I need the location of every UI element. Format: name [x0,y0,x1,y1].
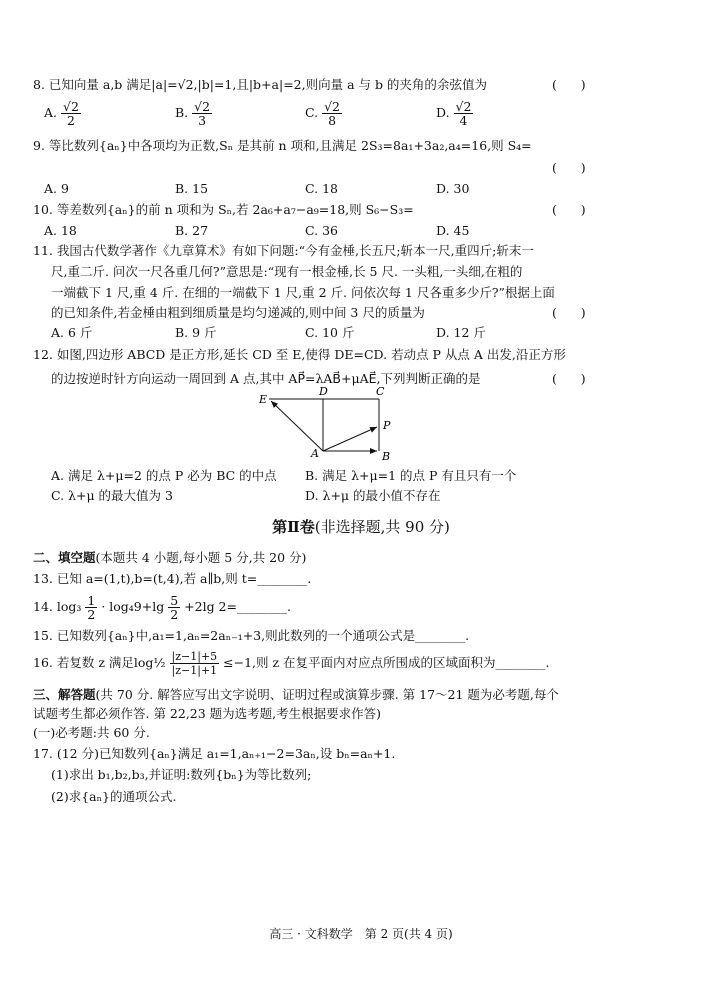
required-questions-label: (一)必考题:共 60 分. [33,725,150,740]
q11-line-1: 11. 我国古代数学著作《九章算术》有如下问题:“今有金棰,长五尺;斩本一尺,重四斤;斩末一 [33,243,534,258]
q11-option-c: C. 10 斤 [305,325,355,340]
fill-section-heading: 二、填空题(本题共 4 小题,每小题 5 分,共 20 分) [33,550,307,565]
q13-stem: 13. 已知 a=(1,t),b=(t,4),若 a∥b,则 t=________. [33,571,312,586]
q11-option-d: D. 12 斤 [436,325,486,340]
part-2-title: 第Ⅱ卷 [272,518,315,536]
q11-answer-paren: ( ) [552,305,586,320]
q17-stem: 17. (12 分)已知数列{aₙ}满足 a₁=1,aₙ₊₁−2=3aₙ,设 bₙ=aₙ+1. [33,746,396,761]
q12-line-1: 12. 如图,四边形 ABCD 是正方形,延长 CD 至 E,使得 DE=CD. 若动点 P 从点 A 出发,沿正方形 [33,347,566,362]
solve-section-heading: 三、解答题(共 70 分. 解答应写出文字说明、证明过程或演算步骤. 第 17～21 题为必考题,每个 [33,687,559,702]
q9-answer-paren: ( ) [552,160,586,175]
label-e: E [259,393,268,406]
q11-line-2: 尺,重二斤. 问次一尺各重几何?”意思是:“现有一根金棰,长 5 尺. 一头粗,一头细,在粗的 [51,264,523,279]
page-footer: 高三 · 文科数学 第 2 页(共 4 页) [269,927,453,941]
label-c: C [376,385,385,398]
q8-option-c: C. $\frac{√2}{8}$ [305,99,340,128]
q8-option-a: A. $\frac{√2}{2}$ [44,99,79,128]
label-a: A [311,447,319,460]
q16-stem: 16. 若复数 z 满足log½ $\frac{|z-1|+5}{|z-1|+1}$ ≤−1,则 z 在复平面内对应点所围成的区域面积为________. [33,650,550,677]
q10-option-b: B. 27 [175,223,209,238]
part-2-heading [0,517,722,537]
q10-answer-paren: ( ) [552,202,586,217]
q9-option-a: A. 9 [44,181,69,196]
label-d: D [319,385,328,398]
q17-part-2: (2)求{aₙ}的通项公式. [51,789,177,804]
q11-option-b: B. 9 斤 [175,325,217,340]
q12-option-a: A. 满足 λ+μ=2 的点 P 必为 BC 的中点 [51,468,277,483]
q8-option-d: D. $\frac{√2}{4}$ [436,99,472,128]
q10-option-d: D. 45 [436,223,470,238]
q11-option-a: A. 6 斤 [51,325,93,340]
q14-stem: 14. log₃ $\frac{1}{2}$ · log₄9+lg $\frac{5}{2}$ +2lg 2=________. [33,593,291,622]
q12-option-b: B. 满足 λ+μ=1 的点 P 有且只有一个 [305,468,517,483]
q8-option-b: B. $\frac{√2}{3}$ [175,99,211,128]
q11-line-4: 的已知条件,若金棰由粗到细质量是均匀递减的,则中间 3 尺的质量为 [51,305,425,320]
q8-stem: 8. 已知向量 a,b 满足|a|=√2,|b|=1,且|b+a|=2,则向量 a 与 b 的夹角的余弦值为 [33,77,487,92]
q10-option-a: A. 18 [44,223,77,238]
q17-part-1: (1)求出 b₁,b₂,b₃,并证明:数列{bₙ}为等比数列; [51,767,312,782]
vector-ap [323,427,377,451]
q9-option-d: D. 30 [436,181,470,196]
q12-option-d: D. λ+μ 的最小值不存在 [305,488,441,503]
q10-stem: 10. 等差数列{aₙ}的前 n 项和为 Sₙ,若 2a₆+a₇−a₉=18,则 S₆−S₃= [33,202,414,217]
q9-option-b: B. 15 [175,181,209,196]
q12-answer-paren: ( ) [552,371,586,386]
q9-option-c: C. 18 [305,181,338,196]
label-b: B [382,450,391,463]
q12-square-figure [255,385,405,465]
q15-stem: 15. 已知数列{aₙ}中,a₁=1,aₙ=2aₙ₋₁+3,则此数列的一个通项公式是________. [33,628,470,643]
label-p: P [383,419,391,432]
q12-line-2: 的边按逆时针方向运动一周回到 A 点,其中 AP⃗=λAB⃗+μAE⃗,下列判断正确的是 [51,371,481,386]
q9-stem: 9. 等比数列{aₙ}中各项均为正数,Sₙ 是其前 n 项和,且满足 2S₃=8a₁+3a₂,a₄=16,则 S₄= [33,138,532,153]
q10-option-c: C. 36 [305,223,338,238]
solve-section-note: 试题考生都必须作答. 第 22,23 题为选考题,考生根据要求作答) [33,706,382,721]
q8-answer-paren: ( ) [552,77,586,92]
q12-option-c: C. λ+μ 的最大值为 3 [51,488,173,503]
part-2-subtitle: (非选择题,共 90 分) [314,518,450,536]
q11-line-3: 一端截下 1 尺,重 4 斤. 在细的一端截下 1 尺,重 2 斤. 问依次每 1 尺各重多少斤?”根据上面 [51,285,555,300]
vector-ae [271,401,323,451]
